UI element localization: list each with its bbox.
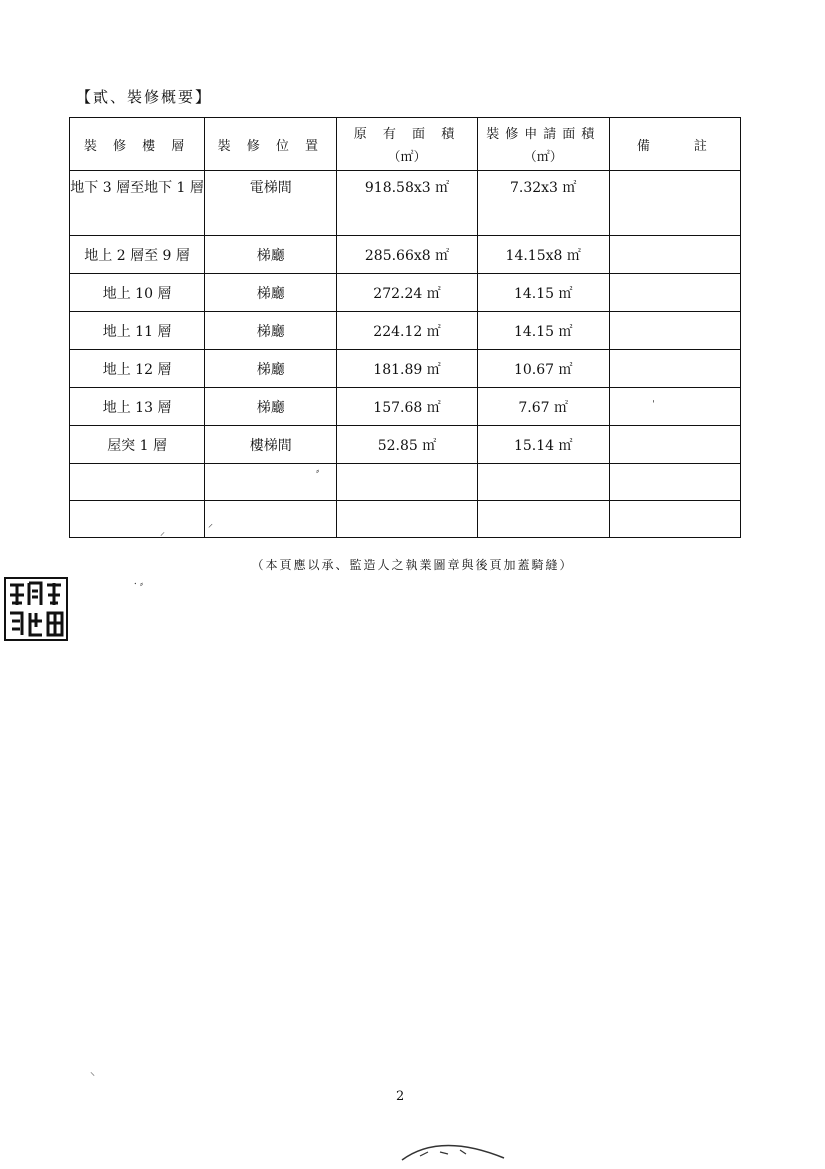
cell-location: 梯廳 xyxy=(205,274,337,312)
official-seal-stamp xyxy=(4,577,68,641)
cell-location: 梯廳 xyxy=(205,236,337,274)
cell-floor: 屋突 1 層 xyxy=(70,426,205,464)
cell-original-area: 181.89 ㎡ xyxy=(337,350,477,388)
cell-location: 電梯間 xyxy=(205,171,337,236)
header-applied-area-unit: （㎡） xyxy=(523,150,563,165)
cell-floor: 地上 10 層 xyxy=(70,274,205,312)
table-row-empty xyxy=(70,464,741,501)
scan-mark: ⸗ xyxy=(316,466,320,477)
seal-footnote: （本頁應以承、監造人之執業圖章與後頁加蓋騎縫） xyxy=(251,558,574,572)
scan-mark: ⸱ ⸗ xyxy=(134,579,144,590)
header-original-area-label: 原 有 面 積 xyxy=(353,127,461,142)
cell-remarks xyxy=(609,388,740,426)
scan-mark: ⸝ xyxy=(160,527,165,538)
cell-empty xyxy=(205,501,337,538)
table-row xyxy=(70,312,741,350)
table-row xyxy=(70,171,741,236)
cell-original-area: 224.12 ㎡ xyxy=(337,312,477,350)
cell-empty xyxy=(477,464,609,501)
cell-applied-area: 10.67 ㎡ xyxy=(477,350,609,388)
table-row xyxy=(70,236,741,274)
header-applied-area xyxy=(477,118,609,171)
cell-remarks xyxy=(609,312,740,350)
cell-applied-area: 14.15 ㎡ xyxy=(477,274,609,312)
cell-empty xyxy=(337,501,477,538)
scan-mark: ˌ xyxy=(652,393,655,404)
header-original-area-unit: （㎡） xyxy=(387,150,427,165)
scan-mark: ⸜ xyxy=(90,1067,95,1078)
cell-floor: 地下 3 層至地下 1 層 xyxy=(70,171,205,236)
cell-empty xyxy=(337,464,477,501)
cell-empty xyxy=(70,501,205,538)
cell-applied-area: 14.15 ㎡ xyxy=(477,312,609,350)
cell-floor: 地上 13 層 xyxy=(70,388,205,426)
table-row xyxy=(70,350,741,388)
renovation-summary-table xyxy=(69,117,741,538)
header-original-area xyxy=(337,118,477,171)
cell-location: 樓梯間 xyxy=(205,426,337,464)
cell-applied-area: 7.32x3 ㎡ xyxy=(477,171,609,236)
header-location: 裝 修 位 置 xyxy=(205,118,337,171)
partial-seal-mark xyxy=(400,1128,510,1164)
section-title: 【貳、裝修概要】 xyxy=(76,88,213,106)
header-floor: 裝 修 樓 層 xyxy=(70,118,205,171)
table-header-row xyxy=(70,118,741,171)
table-row xyxy=(70,274,741,312)
cell-original-area: 285.66x8 ㎡ xyxy=(337,236,477,274)
cell-remarks xyxy=(609,426,740,464)
table-row-empty xyxy=(70,501,741,538)
cell-location: 梯廳 xyxy=(205,388,337,426)
cell-original-area: 918.58x3 ㎡ xyxy=(337,171,477,236)
cell-floor: 地上 11 層 xyxy=(70,312,205,350)
cell-floor: 地上 2 層至 9 層 xyxy=(70,236,205,274)
cell-empty xyxy=(477,501,609,538)
cell-applied-area: 7.67 ㎡ xyxy=(477,388,609,426)
scan-mark: ⸍ xyxy=(208,523,213,534)
table-row xyxy=(70,388,741,426)
header-applied-area-label: 裝修申請面積 xyxy=(486,127,601,142)
page-number: 2 xyxy=(396,1089,405,1104)
cell-original-area: 52.85 ㎡ xyxy=(337,426,477,464)
cell-remarks xyxy=(609,274,740,312)
cell-location: 梯廳 xyxy=(205,312,337,350)
cell-empty xyxy=(70,464,205,501)
cell-remarks xyxy=(609,236,740,274)
cell-original-area: 157.68 ㎡ xyxy=(337,388,477,426)
cell-floor: 地上 12 層 xyxy=(70,350,205,388)
header-remarks: 備 註 xyxy=(609,118,740,171)
table-row xyxy=(70,426,741,464)
cell-remarks xyxy=(609,350,740,388)
cell-original-area: 272.24 ㎡ xyxy=(337,274,477,312)
cell-empty xyxy=(609,464,740,501)
cell-applied-area: 15.14 ㎡ xyxy=(477,426,609,464)
cell-applied-area: 14.15x8 ㎡ xyxy=(477,236,609,274)
cell-location: 梯廳 xyxy=(205,350,337,388)
cell-remarks xyxy=(609,171,740,236)
cell-empty xyxy=(609,501,740,538)
